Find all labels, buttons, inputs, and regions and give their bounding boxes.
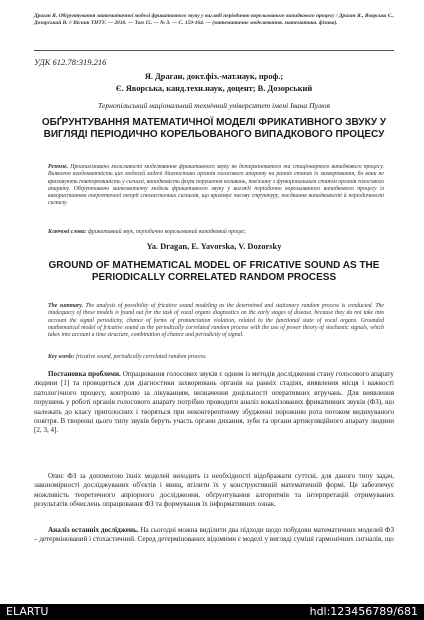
abstract-en	[48, 303, 384, 339]
paragraph-problem-text: Опрацювання голосових звуків є одним із методів дослідження стану голосового апарату людини [1] та проводиться для діагностики захворювань органів на ранніх стадіях, виявлення місця і важкості патологічного процесу, контролю за лікуванням, визначення доцільності оперативних втручань. Для виявлення порушень у роботі органів голосового апарату потрібно проводити аналіз вокалізованих фрикативних звуків (ФЗ), що належать до класу приголосних і творяться при неконгерентному збудженні порожнин рота потоком видихуваного повітря. В творенні цього типу звуків беруть участь органи дихання, зуби та органи артикуляційного апарату людини [2, 3, 4].	[34, 370, 394, 435]
title-ua: ОБҐРУНТУВАННЯ МАТЕМАТИЧНОЇ МОДЕЛІ ФРИКАТИВНОГО ЗВУКУ У ВИГЛЯДІ ПЕРІОДИЧНО КОРЕЛЬОВАНОГО ВИПАДКОВОГО ПРОЦЕСУ	[41, 117, 387, 140]
authors-ua-line2: Є. Яворська, канд.техн.наук, доцент; В. Дозорський	[115, 84, 313, 93]
paragraph-recent-research	[34, 526, 394, 545]
title-en: GROUND OF MATHEMATICAL MODEL OF FRICATIVE SOUND AS THE PERIODICALLY CORRELATED RANDOM PROCESS	[48, 260, 380, 283]
handle-identifier: hdl:123456789/681	[309, 605, 418, 618]
paragraph-model-description: Опис ФЗ за допомогою їхніх моделей виходить із необхідності відображати суттєві, для даного типу задач, закономірності досліджуваних об'єктів і явищ, втілити їх у конструктивній математичній формі. Це забезпечує можливість теоретичного апріорного дослідження, обґрунтування алгоритмів та інтерпретацій отримуваних результатів обчислень опрацювання ФЗ та формування їх інформативних ознак.	[34, 472, 394, 509]
authors-ua-line1: Я. Драган, докт.фіз.-мат.наук, проф.;	[144, 72, 284, 81]
keywords-ua-text: фрикативний звук, періодично корельований випадковий процес.	[87, 229, 247, 235]
keywords-ua-lead: Ключові слова:	[48, 229, 87, 235]
udk-code: УДК 612.78:319.216	[34, 57, 107, 67]
viewer-status-bar	[0, 604, 424, 620]
paragraph-problem-lead: Постановка проблеми.	[48, 370, 121, 378]
keywords-en	[48, 354, 384, 361]
keywords-en-text: fricative sound, periodically correlated random process.	[76, 354, 207, 360]
authors-en: Ya. Dragan, E. Yavorska, V. Dozorsky	[146, 242, 282, 251]
keywords-en-lead: Key words:	[48, 354, 75, 360]
paragraph-recent-research-text: На сьогодні можна виділити два підходи щодо побудови математичних моделей ФЗ – детермінований і стохастичний. Серед детермінованих відомими є моделі у вигляді суміші гармонічних сигналів, що	[34, 526, 394, 544]
affiliation: Тернопільський національний технічний університет імені Івана Пулюя	[98, 101, 330, 110]
citation-header: Драган Я. Обґрунтування математичної моделі фрикативного звуку у вигляді періодично корельованого випадкового процесу / Драган Я., Яворська Є., Дозорський В. // Вісник ТНТУ. — 2010. — Том 15. — № 3. — С. 159-164. — (математичне моделювання. математика. фізика).	[34, 13, 394, 27]
abstract-en-lead: The summary.	[48, 303, 84, 309]
repository-name: ELARTU	[6, 605, 49, 618]
paragraph-recent-research-lead: Аналіз останніх досліджень.	[48, 526, 139, 534]
abstract-ua-lead: Резюме.	[48, 164, 69, 170]
abstract-en-text: The analysis of possibility of fricative sound modeling as the determined and stationary random process is conducted. The inadequacy of these models is found out for the task of vocal organs diagnostics on the early stages of disease, because they do not take into account the signal periodicity, chance of forms of pronunciation violation, related to the functional state of vocal organs. Grounded mathematical model of fricative sound as the periodically correlated random process with the use of power theory of stochastic signals, which takes into account a time structure, combination of chance and periodicity of signal.	[48, 303, 385, 339]
paragraph-problem	[34, 370, 394, 436]
keywords-ua	[48, 229, 384, 236]
abstract-ua-text: Проаналізовано можливості моделювання фрикативного звуку як детермінованого та стаціонарного випадкового процесу. Виявлено неадекватність цих моделей задачі діагностики органів голосового апарату на ранніх етапах їх захворювання, бо вони не враховують повторюваність у сигналі, випадковість форм порушення коливань, пов'язану з функціональним станом органів голосового апарату. Обґрунтовано математичну модель фрикативного звуку у вигляді періодично корельованого випадкового процесу із використанням енергетичної теорії стохастичних сигналів, що враховує часову структуру, поєднання випадковості й періодичності сигналу.	[48, 164, 384, 207]
abstract-ua	[48, 164, 384, 208]
header-divider	[34, 50, 394, 51]
